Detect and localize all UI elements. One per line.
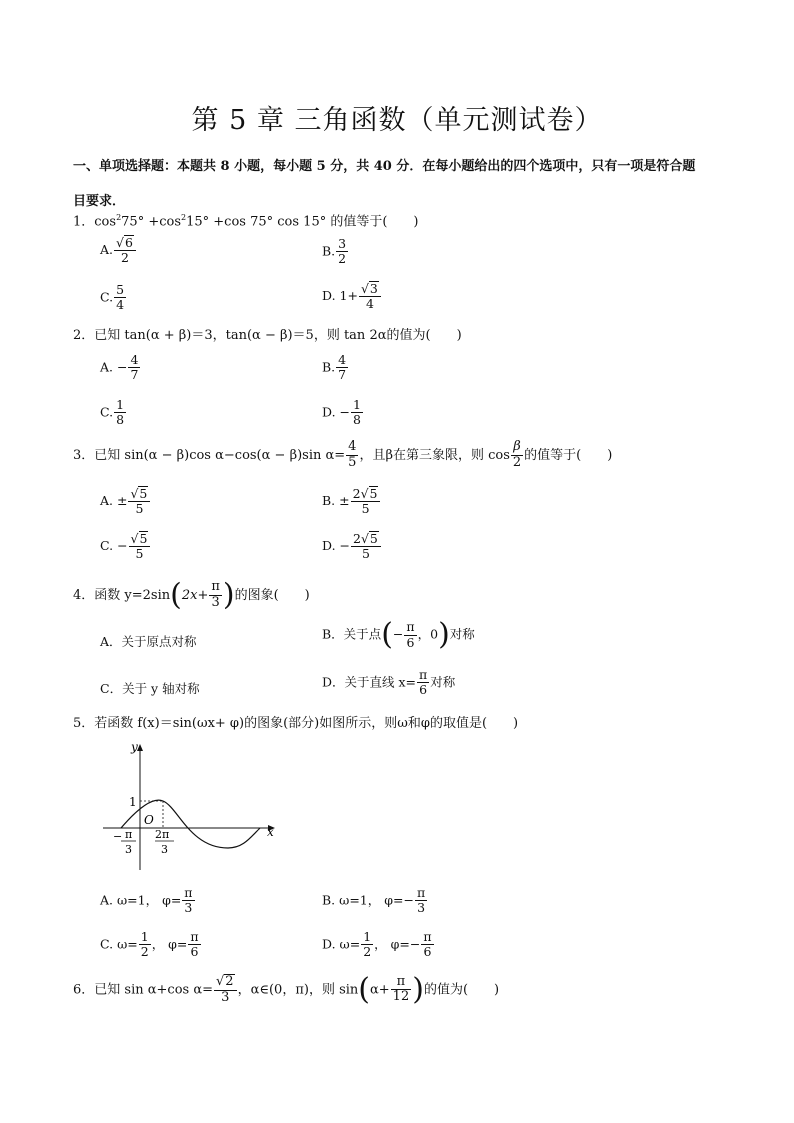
y-axis-label: y [131,740,138,754]
section-heading-line1: 一、单项选择题：本题共 8 小题，每小题 5 分，共 40 分．在每小题给出的四个选项中，只有一项是符合题 [73,159,696,174]
q2-option-b[interactable]: B. $\frac{4}{7}$ [322,352,347,383]
question-3: 3．已知 sin(α − β)cos α−cos(α − β)sin α= $\frac{4}{5}$ ，且β在第三象限，则 cos $\frac{\beta}{2}$ 的值等于( ) [73,439,613,470]
question-6: 6．已知 sin α+cos α= $\frac{√2}{3}$ ，α∈(0，π)，则 sin(α+ $\frac{\pi}{12}$ )的值为( ) [73,971,500,1007]
page-title: 第 5 章 三角函数（单元测试卷） [191,105,603,136]
q1-option-a[interactable]: A. $\frac{√6}{2}$ [100,235,137,266]
question-2: 2．已知 tan(α + β)＝3，tan(α − β)＝5，则 tan 2α的值为( ) [73,328,462,343]
neg-tick-num: π [125,828,133,841]
q5-option-a[interactable]: A. ω=1， φ= $\frac{\pi}{3}$ [100,885,193,916]
q4-option-c[interactable]: C．关于 y 轴对称 [100,681,200,696]
y-tick-one: 1 [129,795,137,809]
q1-option-b[interactable]: B. $\frac{3}{2}$ [322,236,347,267]
q1-option-d[interactable]: D. 1+ $\frac{√3}{4}$ [322,281,382,312]
origin-label: O [144,813,154,827]
x-axis-label: x [267,825,274,839]
q3-option-b[interactable]: B. ± $\frac{2√5}{5}$ [322,486,381,517]
q2-option-d[interactable]: D. − $\frac{1}{8}$ [322,397,361,428]
y-axis-arrow-icon [137,744,143,751]
question-4: 4．函数 y=2sin(2x+ $\frac{\pi}{3}$ )的图象( ) [73,577,310,613]
q1-option-c[interactable]: C. $\frac{5}{4}$ [100,282,125,313]
neg-tick-sign: − [113,830,123,843]
q5-option-d[interactable]: D. ω= $\frac{1}{2}$ ， φ=− $\frac{\pi}{6}$ [322,929,432,960]
neg-tick-den: 3 [125,843,132,856]
q3-option-d[interactable]: D. − $\frac{2√5}{5}$ [322,531,382,562]
pos-tick-num: 2π [155,828,170,841]
q5-option-b[interactable]: B. ω=1， φ=− $\frac{\pi}{3}$ [322,885,426,916]
question-1: 1．$\cos^275^\circ +\cos^215^\circ +\cos$ 75° cos 15° 的值等于( ) [73,213,419,230]
q3-option-c[interactable]: C. − $\frac{√5}{5}$ [100,531,151,562]
q2-option-a[interactable]: A. − $\frac{4}{7}$ [100,352,139,383]
q2-option-c[interactable]: C. $\frac{1}{8}$ [100,397,125,428]
q4-option-d[interactable]: D．关于直线 x= $\frac{\pi}{6}$ 对称 [322,667,456,698]
q3-option-a[interactable]: A. ± $\frac{√5}{5}$ [100,486,151,517]
sine-graph [98,738,283,873]
q5-option-c[interactable]: C. ω= $\frac{1}{2}$ ， φ= $\frac{\pi}{6}$ [100,929,199,960]
q4-option-b[interactable]: B．关于点(− $\frac{\pi}{6}$ ，0)对称 [322,617,475,652]
question-5: 5．若函数 f(x)＝sin(ωx+ φ)的图象(部分)如图所示，则ω和φ的取值是( ) [73,716,519,731]
section-heading-line2: 目要求． [73,194,126,209]
pos-tick-den: 3 [161,843,168,856]
q4-option-a[interactable]: A．关于原点对称 [100,634,197,649]
sine-curve [121,800,260,848]
